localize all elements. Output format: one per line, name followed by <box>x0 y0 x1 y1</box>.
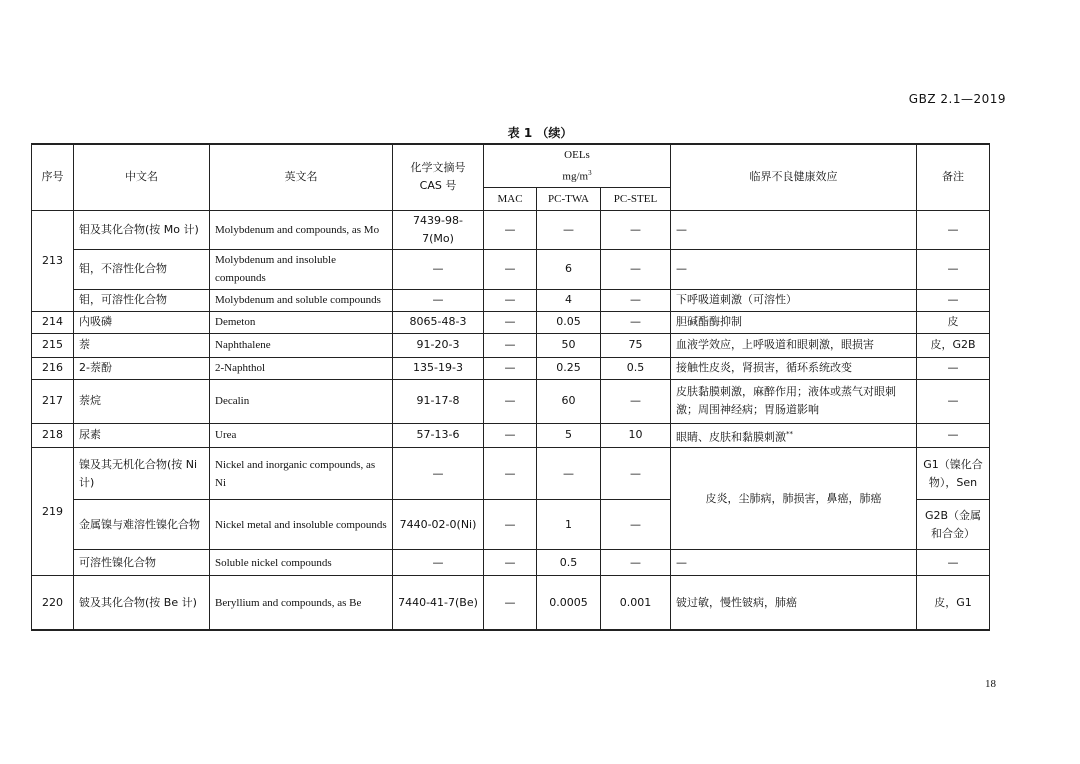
col-header-note: 备注 <box>917 144 990 210</box>
col-header-cas-line1: 化学文摘号 <box>410 161 466 175</box>
note-cell: 皮，G2B <box>917 333 990 357</box>
cn-name-cell: 尿素 <box>74 423 210 448</box>
oels-label: OELs <box>564 149 590 161</box>
note-cell: — <box>917 249 990 289</box>
seq-cell: 219 <box>32 448 74 576</box>
effect-cell: 血液学效应，上呼吸道和眼刺激，眼损害 <box>671 333 917 357</box>
seq-cell: 218 <box>32 423 74 448</box>
table-caption: 表 1 （续） <box>507 126 573 140</box>
table-row <box>32 576 990 630</box>
cas-cell: 7440-02-0(Ni) <box>393 500 484 550</box>
stel-cell: — <box>601 249 671 289</box>
col-header-en-name: 英文名 <box>210 144 393 210</box>
effect-cell: 铍过敏，慢性铍病，肺癌 <box>671 576 917 630</box>
note-cell: G2B（金属和合金） <box>917 500 990 550</box>
twa-cell: 1 <box>537 500 601 550</box>
cn-name-cell: 钼，不溶性化合物 <box>74 249 210 289</box>
cas-cell: 7440-41-7(Be) <box>393 576 484 630</box>
mac-cell: — <box>484 448 537 500</box>
en-name-cell: Molybdenum and compounds, as Mo <box>210 210 393 249</box>
cn-name-cell: 萘烷 <box>74 379 210 423</box>
en-name-cell: Decalin <box>210 379 393 423</box>
cas-cell: 91-20-3 <box>393 333 484 357</box>
mac-cell: — <box>484 423 537 448</box>
stel-cell: 0.001 <box>601 576 671 630</box>
col-header-effect: 临界不良健康效应 <box>671 144 917 210</box>
mac-cell: — <box>484 576 537 630</box>
seq-cell: 220 <box>32 576 74 630</box>
cas-cell: — <box>393 550 484 576</box>
cn-name-cell: 镍及其无机化合物(按 Ni 计) <box>74 448 210 500</box>
note-cell: — <box>917 550 990 576</box>
twa-cell: — <box>537 448 601 500</box>
en-name-cell: Urea <box>210 423 393 448</box>
note-cell: 皮，G1 <box>917 576 990 630</box>
note-cell: 皮 <box>917 311 990 333</box>
note-cell: — <box>917 357 990 379</box>
twa-cell: 0.5 <box>537 550 601 576</box>
cas-cell: 91-17-8 <box>393 379 484 423</box>
note-cell: — <box>917 289 990 311</box>
effect-cell: 皮肤黏膜刺激，麻醉作用；液体或蒸气对眼刺激；周围神经病；胃肠道影响 <box>671 379 917 423</box>
footnote-mark: ** <box>786 429 793 438</box>
cn-name-cell: 内吸磷 <box>74 311 210 333</box>
effect-cell: — <box>671 550 917 576</box>
note-cell: G1（镍化合物），Sen <box>917 448 990 500</box>
cas-cell: 7439-98-7(Mo) <box>393 210 484 249</box>
oels-unit-sup: 3 <box>588 169 592 177</box>
cn-name-cell: 萘 <box>74 333 210 357</box>
table-row <box>32 333 990 357</box>
effect-cell <box>671 423 917 448</box>
oel-table <box>31 143 990 631</box>
mac-cell: — <box>484 210 537 249</box>
cas-cell: — <box>393 289 484 311</box>
twa-cell: 50 <box>537 333 601 357</box>
effect-cell: — <box>671 210 917 249</box>
note-cell: — <box>917 423 990 448</box>
cn-name-cell: 钼及其化合物(按 Mo 计) <box>74 210 210 249</box>
twa-cell: — <box>537 210 601 249</box>
seq-cell: 214 <box>32 311 74 333</box>
mac-cell: — <box>484 379 537 423</box>
col-header-cn-name: 中文名 <box>74 144 210 210</box>
mac-cell: — <box>484 249 537 289</box>
cn-name-cell: 钼，可溶性化合物 <box>74 289 210 311</box>
mac-cell: — <box>484 500 537 550</box>
en-name-cell: Nickel metal and insoluble compounds <box>210 500 393 550</box>
col-header-mac: MAC <box>484 187 537 210</box>
effect-text: 眼睛、皮肤和黏膜刺激 <box>676 430 786 444</box>
table-row <box>32 289 990 311</box>
seq-cell: 215 <box>32 333 74 357</box>
table-row <box>32 357 990 379</box>
col-header-oels <box>484 144 671 187</box>
note-cell: — <box>917 210 990 249</box>
table-row <box>32 249 990 289</box>
table-row <box>32 550 990 576</box>
en-name-cell: Beryllium and compounds, as Be <box>210 576 393 630</box>
cas-cell: — <box>393 448 484 500</box>
table-row <box>32 210 990 249</box>
stel-cell: 0.5 <box>601 357 671 379</box>
cn-name-cell: 铍及其化合物(按 Be 计) <box>74 576 210 630</box>
cas-cell: — <box>393 249 484 289</box>
cas-cell: 57-13-6 <box>393 423 484 448</box>
seq-cell: 217 <box>32 379 74 423</box>
effect-cell: — <box>671 249 917 289</box>
en-name-cell: Molybdenum and soluble compounds <box>210 289 393 311</box>
stel-cell: — <box>601 550 671 576</box>
table-row <box>32 448 990 500</box>
twa-cell: 0.25 <box>537 357 601 379</box>
effect-cell: 接触性皮炎，肾损害，循环系统改变 <box>671 357 917 379</box>
effect-cell: 下呼吸道刺激（可溶性） <box>671 289 917 311</box>
oels-unit: mg/m <box>562 170 589 183</box>
col-header-seq: 序号 <box>32 144 74 210</box>
note-cell: — <box>917 379 990 423</box>
cn-name-cell: 可溶性镍化合物 <box>74 550 210 576</box>
en-name-cell: Soluble nickel compounds <box>210 550 393 576</box>
cn-name-cell: 2-萘酚 <box>74 357 210 379</box>
en-name-cell: 2-Naphthol <box>210 357 393 379</box>
col-header-twa: PC-TWA <box>537 187 601 210</box>
standard-code: GBZ 2.1—2019 <box>908 92 1006 106</box>
table-row <box>32 311 990 333</box>
twa-cell: 4 <box>537 289 601 311</box>
twa-cell: 6 <box>537 249 601 289</box>
stel-cell: — <box>601 210 671 249</box>
effect-cell: 皮炎，尘肺病，肺损害，鼻癌，肺癌 <box>671 448 917 550</box>
mac-cell: — <box>484 311 537 333</box>
seq-cell: 213 <box>32 210 74 311</box>
cn-name-cell: 金属镍与难溶性镍化合物 <box>74 500 210 550</box>
table-row <box>32 423 990 448</box>
mac-cell: — <box>484 289 537 311</box>
en-name-cell: Demeton <box>210 311 393 333</box>
stel-cell: — <box>601 448 671 500</box>
col-header-stel: PC-STEL <box>601 187 671 210</box>
twa-cell: 5 <box>537 423 601 448</box>
mac-cell: — <box>484 333 537 357</box>
twa-cell: 60 <box>537 379 601 423</box>
col-header-cas-line2: CAS 号 <box>419 179 457 193</box>
stel-cell: — <box>601 379 671 423</box>
table-row <box>32 379 990 423</box>
mac-cell: — <box>484 357 537 379</box>
cas-cell: 8065-48-3 <box>393 311 484 333</box>
mac-cell: — <box>484 550 537 576</box>
cas-cell: 135-19-3 <box>393 357 484 379</box>
stel-cell: 75 <box>601 333 671 357</box>
twa-cell: 0.05 <box>537 311 601 333</box>
page-number: 18 <box>985 678 996 690</box>
stel-cell: — <box>601 311 671 333</box>
stel-cell: — <box>601 500 671 550</box>
seq-cell: 216 <box>32 357 74 379</box>
stel-cell: 10 <box>601 423 671 448</box>
stel-cell: — <box>601 289 671 311</box>
effect-cell: 胆碱酯酶抑制 <box>671 311 917 333</box>
en-name-cell: Molybdenum and insoluble compounds <box>210 249 393 289</box>
en-name-cell: Naphthalene <box>210 333 393 357</box>
en-name-cell: Nickel and inorganic compounds, as Ni <box>210 448 393 500</box>
col-header-cas <box>393 144 484 210</box>
twa-cell: 0.0005 <box>537 576 601 630</box>
